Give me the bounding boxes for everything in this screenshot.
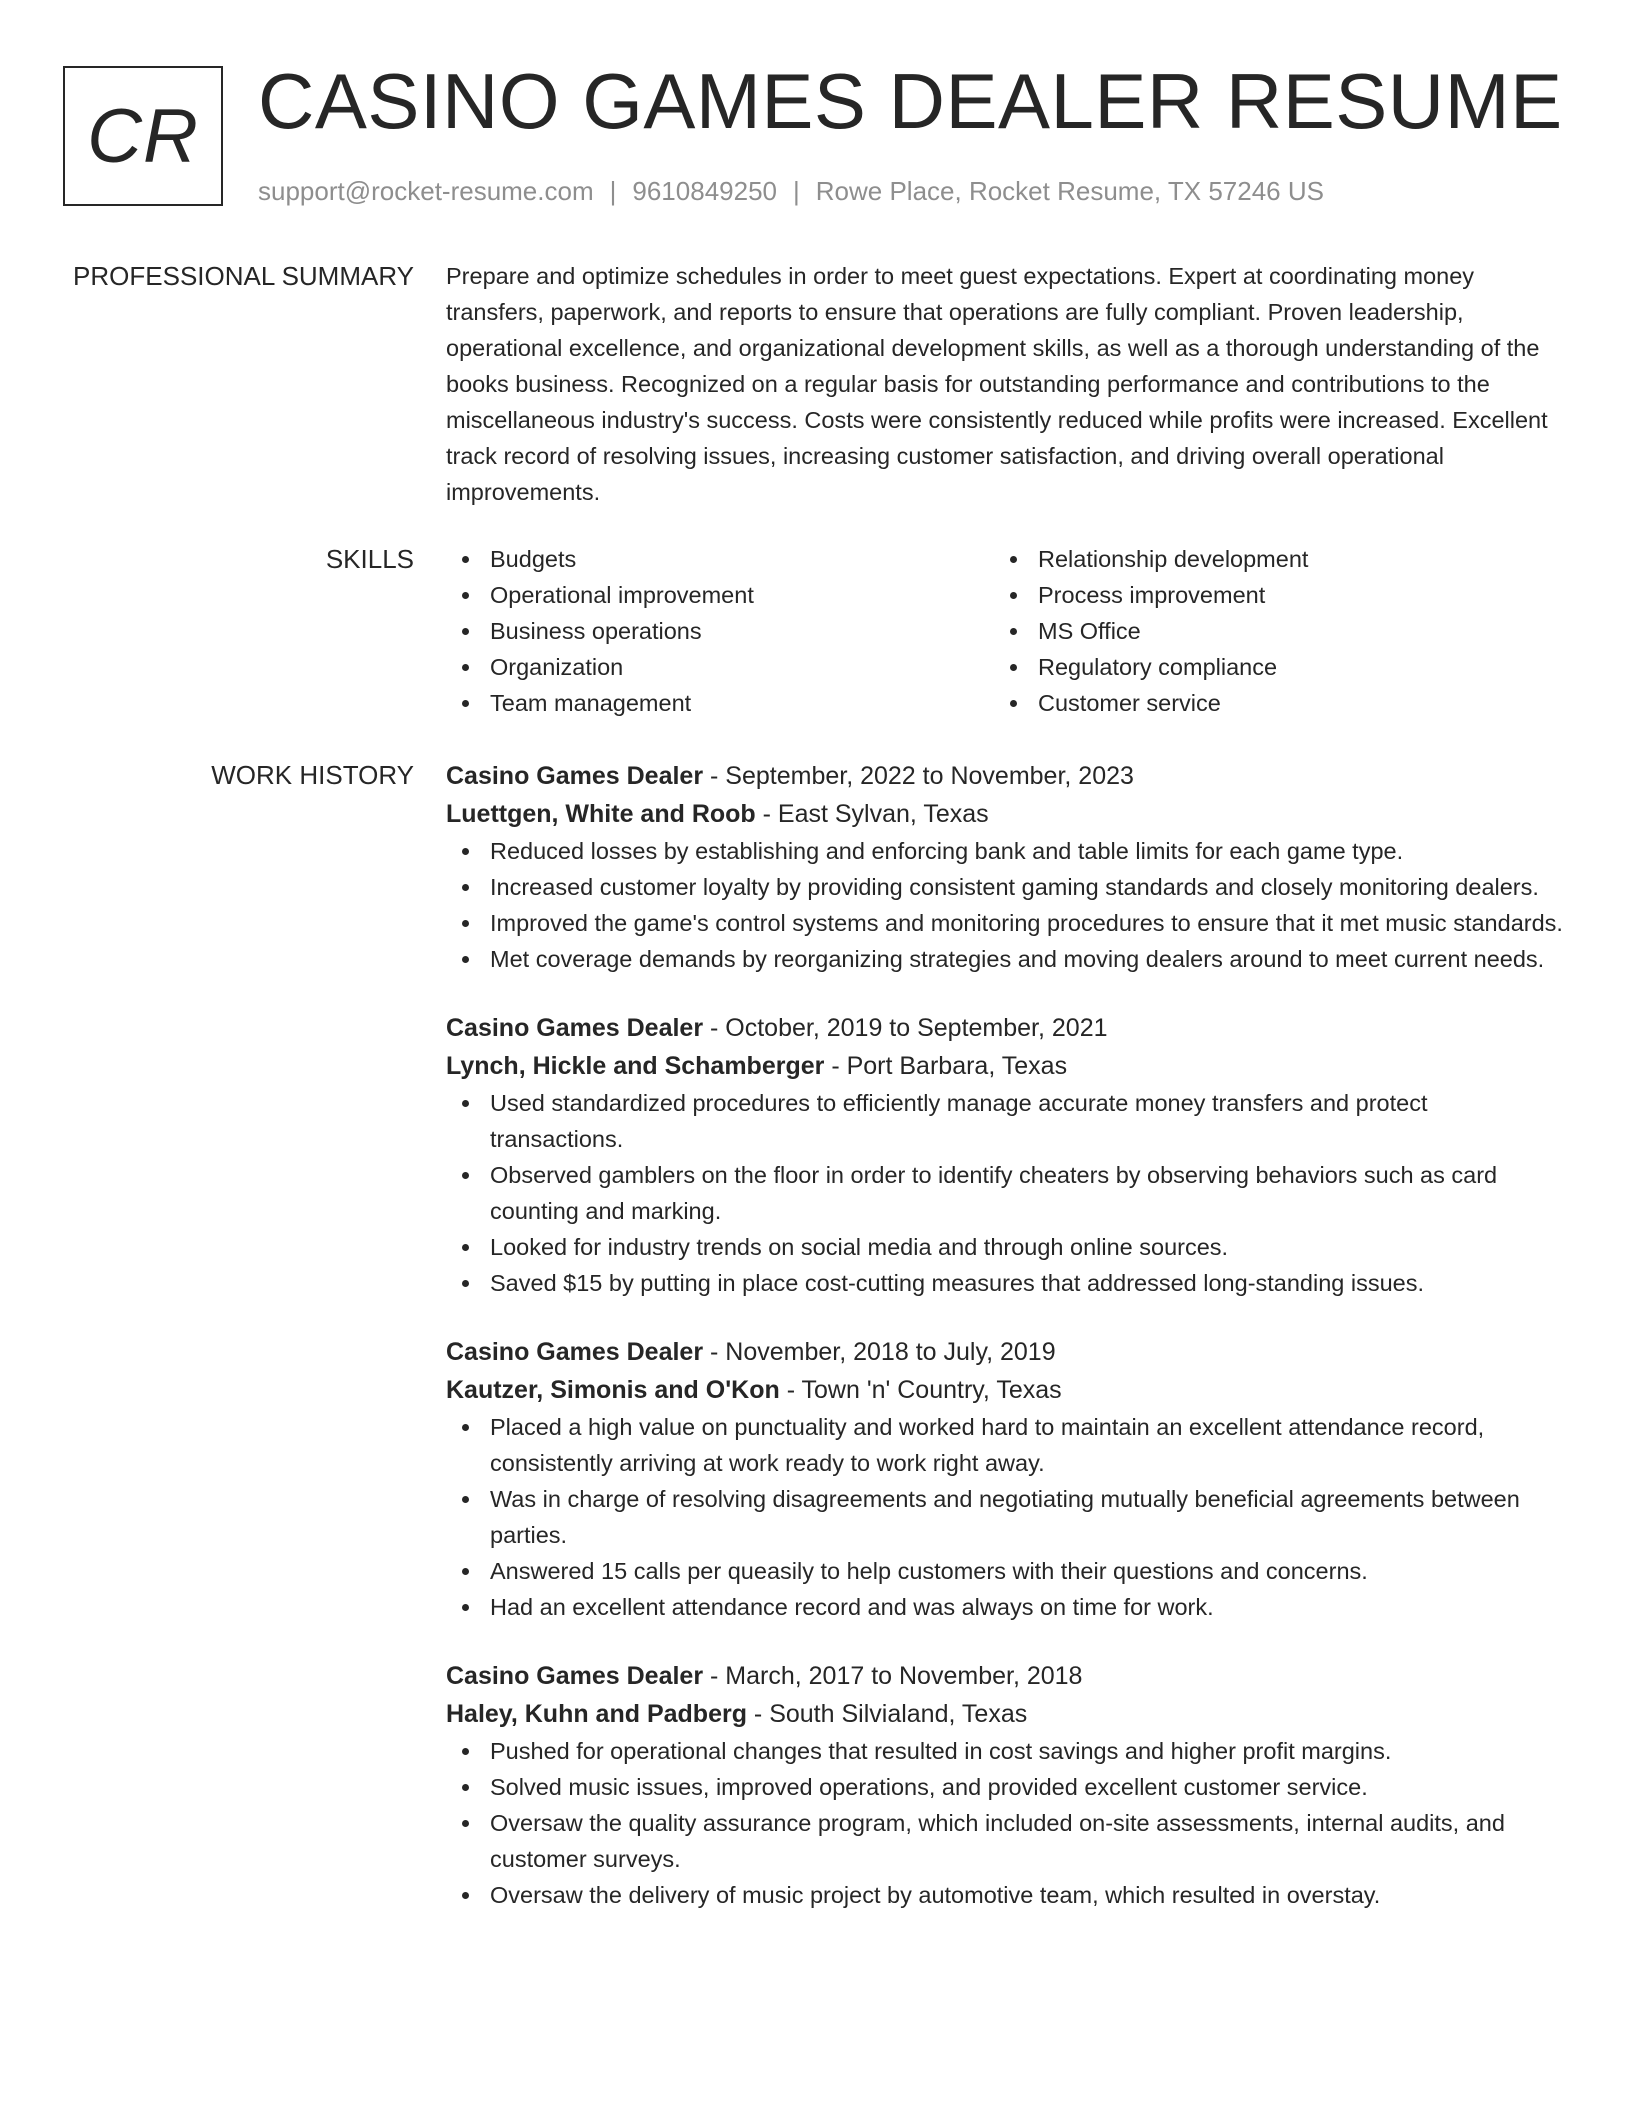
skill-item: Operational improvement xyxy=(446,577,994,613)
job-location: - Port Barbara, Texas xyxy=(824,1052,1068,1080)
contact-separator: | xyxy=(609,176,617,206)
job-bullet: Improved the game's control systems and monitoring procedures to ensure that it met music standards. xyxy=(446,905,1566,941)
job-bullet: Oversaw the quality assurance program, which included on-site assessments, internal audits, and customer surveys. xyxy=(446,1805,1566,1877)
job-bullet-list xyxy=(446,833,1566,977)
skill-item: Process improvement xyxy=(994,577,1542,613)
job-company: Luettgen, White and Roob xyxy=(446,800,756,828)
job-bullet-list xyxy=(446,1409,1566,1625)
job-company: Lynch, Hickle and Schamberger xyxy=(446,1052,825,1080)
skill-item: Business operations xyxy=(446,613,994,649)
job-company: Kautzer, Simonis and O'Kon xyxy=(446,1376,780,1404)
job-dates: - September, 2022 to November, 2023 xyxy=(703,762,1134,790)
skills-list-right xyxy=(994,541,1542,721)
skill-item: Regulatory compliance xyxy=(994,649,1542,685)
job-title-line xyxy=(446,757,1566,795)
job-bullet: Increased customer loyalty by providing consistent gaming standards and closely monitoring dealers. xyxy=(446,869,1566,905)
job-bullet: Pushed for operational changes that resulted in cost savings and higher profit margins. xyxy=(446,1733,1566,1769)
job-bullet: Answered 15 calls per queasily to help customers with their questions and concerns. xyxy=(446,1553,1566,1589)
resume-title: CASINO GAMES DEALER RESUME xyxy=(258,57,1563,145)
job-title: Casino Games Dealer xyxy=(446,1338,704,1366)
skill-item: Organization xyxy=(446,649,994,685)
job-bullet: Looked for industry trends on social media and through online sources. xyxy=(446,1229,1566,1265)
job-title-line xyxy=(446,1009,1566,1047)
monogram-logo: CR xyxy=(63,66,223,206)
contact-email[interactable]: support@rocket-resume.com xyxy=(258,176,594,206)
skill-item: Team management xyxy=(446,685,994,721)
contact-address: Rowe Place, Rocket Resume, TX 57246 US xyxy=(815,176,1324,206)
work-history-body xyxy=(446,757,1566,1945)
job-entry xyxy=(446,1657,1566,1913)
job-dates: - March, 2017 to November, 2018 xyxy=(703,1662,1083,1690)
job-company-line xyxy=(446,795,1566,833)
job-bullet-list xyxy=(446,1733,1566,1913)
skill-item: Budgets xyxy=(446,541,994,577)
skill-item: Relationship development xyxy=(994,541,1542,577)
job-dates: - November, 2018 to July, 2019 xyxy=(703,1338,1056,1366)
summary-text: Prepare and optimize schedules in order to meet guest expectations. Expert at coordinating money transfers, paperwork, and reports to ensure that operations are fully compliant. Proven leadership, operational excellence, and organizational development skills, as well as a thorough understanding of the books business. Recognized on a regular basis for outstanding performance and contributions to the miscellaneous industry's success. Costs were consistently reduced while profits were increased. Excellent track record of resolving issues, increasing customer satisfaction, and driving overall operational improvements. xyxy=(446,263,1548,505)
job-title: Casino Games Dealer xyxy=(446,1014,704,1042)
job-title: Casino Games Dealer xyxy=(446,1662,704,1690)
summary-body xyxy=(446,258,1566,510)
job-bullet: Placed a high value on punctuality and worked hard to maintain an excellent attendance record, consistently arriving at work ready to work right away. xyxy=(446,1409,1566,1481)
job-bullet: Observed gamblers on the floor in order to identify cheaters by observing behaviors such as card counting and marking. xyxy=(446,1157,1566,1229)
job-company: Haley, Kuhn and Padberg xyxy=(446,1700,747,1728)
skills-list-left xyxy=(446,541,994,721)
job-company-line xyxy=(446,1371,1566,1409)
job-company-line xyxy=(446,1047,1566,1085)
job-title: Casino Games Dealer xyxy=(446,762,704,790)
job-dates: - October, 2019 to September, 2021 xyxy=(703,1014,1108,1042)
summary-heading: PROFESSIONAL SUMMARY xyxy=(73,261,414,291)
job-location: - East Sylvan, Texas xyxy=(755,800,989,828)
job-bullet: Was in charge of resolving disagreements and negotiating mutually beneficial agreements between parties. xyxy=(446,1481,1566,1553)
skills-body xyxy=(446,541,1566,721)
contact-line xyxy=(258,174,1324,208)
job-title-line xyxy=(446,1333,1566,1371)
job-bullet-list xyxy=(446,1085,1566,1301)
work-history-heading: WORK HISTORY xyxy=(211,760,414,790)
job-entry xyxy=(446,1009,1566,1301)
job-entry xyxy=(446,757,1566,977)
job-bullet: Had an excellent attendance record and was always on time for work. xyxy=(446,1589,1566,1625)
skill-item: MS Office xyxy=(994,613,1542,649)
job-location: - Town 'n' Country, Texas xyxy=(779,1376,1062,1404)
job-bullet: Met coverage demands by reorganizing strategies and moving dealers around to meet current needs. xyxy=(446,941,1566,977)
contact-phone[interactable]: 9610849250 xyxy=(632,176,777,206)
job-bullet: Solved music issues, improved operations, and provided excellent customer service. xyxy=(446,1769,1566,1805)
job-title-line xyxy=(446,1657,1566,1695)
skills-heading: SKILLS xyxy=(325,544,414,574)
job-bullet: Saved $15 by putting in place cost-cutting measures that addressed long-standing issues. xyxy=(446,1265,1566,1301)
job-company-line xyxy=(446,1695,1566,1733)
job-bullet: Oversaw the delivery of music project by automotive team, which resulted in overstay. xyxy=(446,1877,1566,1913)
job-entry xyxy=(446,1333,1566,1625)
skill-item: Customer service xyxy=(994,685,1542,721)
job-bullet: Used standardized procedures to efficiently manage accurate money transfers and protect transactions. xyxy=(446,1085,1566,1157)
contact-separator: | xyxy=(793,176,800,206)
job-location: - South Silvialand, Texas xyxy=(746,1700,1028,1728)
job-bullet: Reduced losses by establishing and enforcing bank and table limits for each game type. xyxy=(446,833,1566,869)
